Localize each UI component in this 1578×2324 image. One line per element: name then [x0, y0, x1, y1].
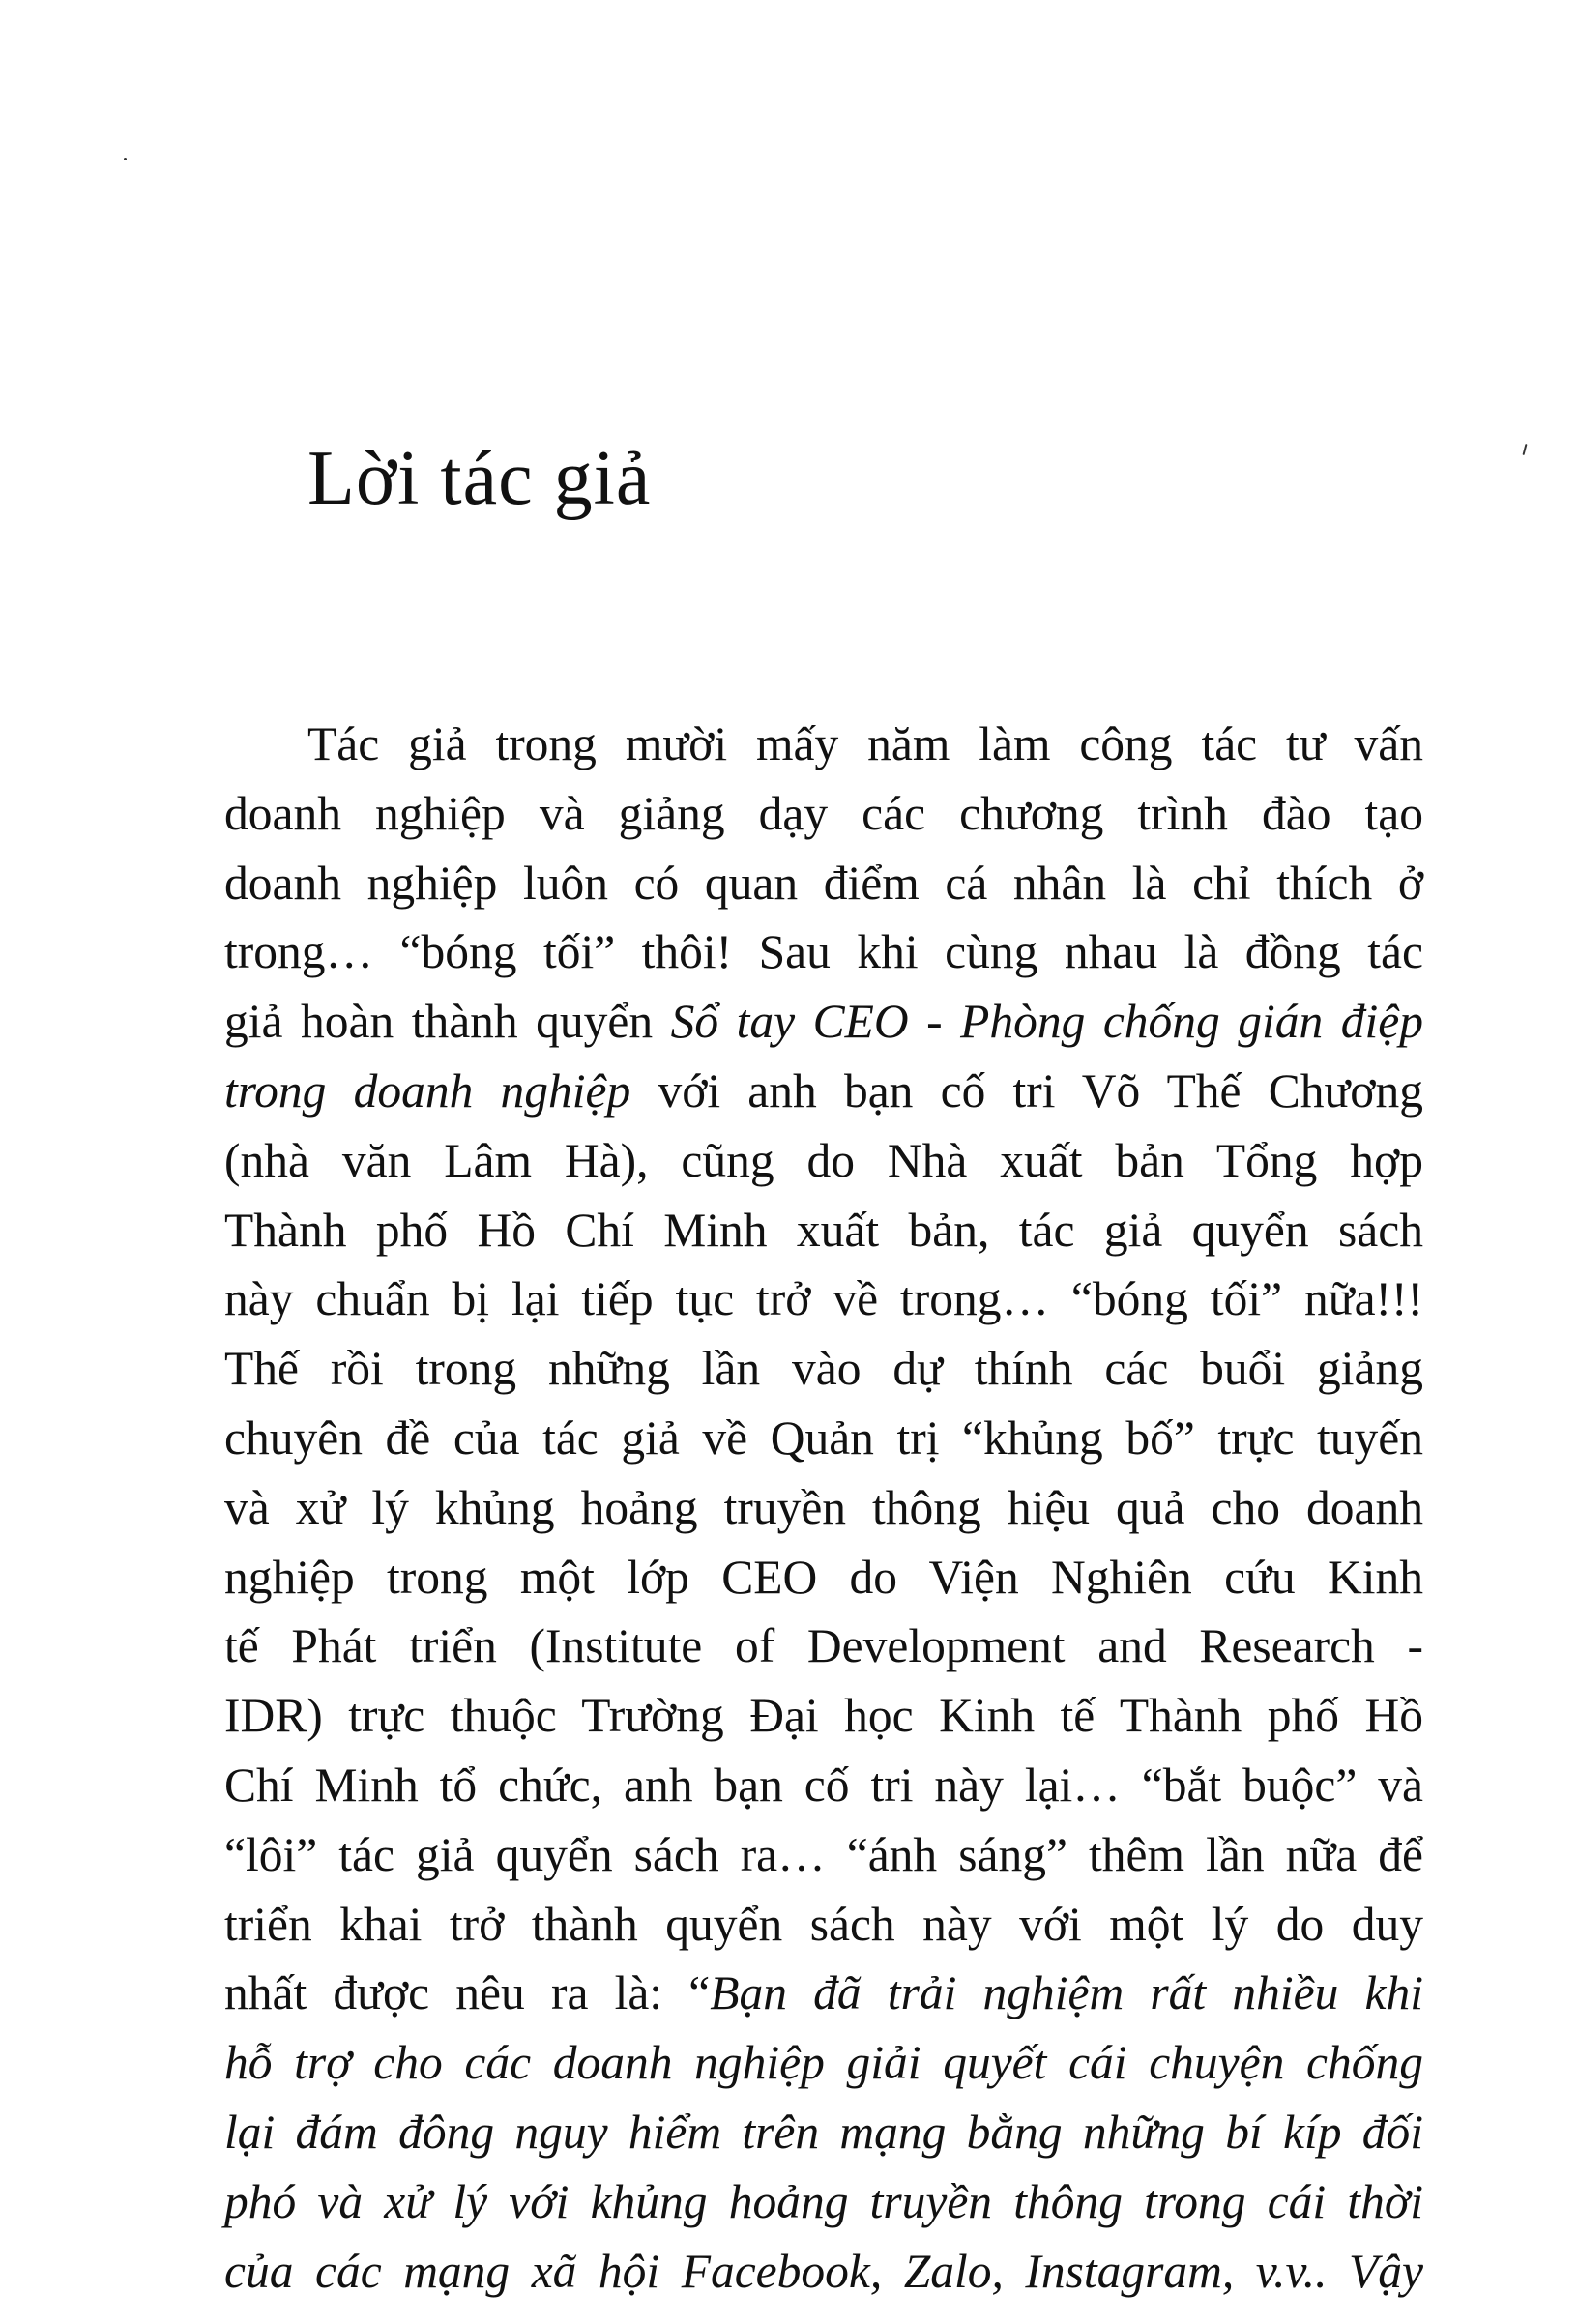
- text-line: [224, 779, 1423, 849]
- text-segment: trong… “bóng tối” thôi! Sau khi cùng nhau là đồng tác: [224, 925, 1423, 979]
- italic-text: trong doanh nghiệp: [224, 1063, 631, 1118]
- text-line: [224, 2028, 1423, 2098]
- text-segment: này chuẩn bị lại tiếp tục trở về trong… “bóng tối” nữa!!!: [224, 1272, 1423, 1326]
- italic-text: phó và xử lý với khủng hoảng truyền thông trong cái thời: [224, 2174, 1423, 2228]
- text-line: [224, 2237, 1423, 2307]
- text-segment: tế Phát triển (Institute of Development and Research -: [224, 1619, 1423, 1673]
- text-segment: (nhà văn Lâm Hà), cũng do Nhà xuất bản Tổng hợp: [224, 1133, 1423, 1187]
- text-line: [224, 1959, 1423, 2028]
- text-segment: Chí Minh tổ chức, anh bạn cố tri này lại… “bắt buộc” và: [224, 1758, 1423, 1812]
- body-paragraph: [224, 710, 1423, 2306]
- italic-text: Bạn đã trải nghiệm rất nhiều khi: [710, 1966, 1423, 2020]
- text-line: [224, 2098, 1423, 2167]
- text-line: [224, 1751, 1423, 1820]
- scan-mark: [1522, 444, 1527, 455]
- text-segment: nghiệp trong một lớp CEO do Viện Nghiên cứu Kinh: [224, 1550, 1423, 1604]
- text-line: [224, 1264, 1423, 1334]
- text-segment: với anh bạn cố tri Võ Thế Chương: [630, 1063, 1423, 1118]
- text-segment: doanh nghiệp luôn có quan điểm cá nhân là chỉ thích ở: [224, 856, 1423, 910]
- text-segment: doanh nghiệp và giảng dạy các chương trình đào tạo: [224, 786, 1423, 840]
- text-line: [224, 1334, 1423, 1404]
- text-segment: và xử lý khủng hoảng truyền thông hiệu quả cho doanh: [224, 1480, 1423, 1534]
- text-segment: Tác giả trong mười mấy năm làm công tác tư vấn: [307, 717, 1423, 770]
- text-line: [224, 1612, 1423, 1681]
- page-title: Lời tác giả: [307, 436, 652, 521]
- italic-text: lại đám đông nguy hiểm trên mạng bằng những bí kíp đối: [224, 2105, 1423, 2159]
- text-segment: triển khai trở thành quyển sách này với một lý do duy: [224, 1897, 1423, 1951]
- text-segment: Thành phố Hồ Chí Minh xuất bản, tác giả quyển sách: [224, 1203, 1423, 1257]
- text-line: [224, 710, 1423, 779]
- text-segment: Thế rồi trong những lần vào dự thính các buổi giảng: [224, 1342, 1423, 1396]
- scan-speck: [124, 158, 127, 160]
- text-segment: chuyên đề của tác giả về Quản trị “khủng bố” trực tuyến: [224, 1410, 1423, 1465]
- text-segment: nhất được nêu ra là: “: [224, 1966, 711, 2020]
- text-line: [224, 1126, 1423, 1196]
- text-line: [224, 1890, 1423, 1960]
- text-line: [224, 1820, 1423, 1890]
- text-line: [224, 1404, 1423, 1473]
- text-line: [224, 1543, 1423, 1612]
- italic-text: của các mạng xã hội Facebook, Zalo, Instagram, v.v.. Vậy: [224, 2244, 1423, 2298]
- text-line: [224, 849, 1423, 918]
- text-line: [224, 2167, 1423, 2237]
- text-segment: giả hoàn thành quyển: [224, 995, 671, 1049]
- italic-text: Sổ tay CEO - Phòng chống gián điệp: [670, 995, 1424, 1049]
- text-line: [224, 917, 1423, 987]
- text-segment: “lôi” tác giả quyển sách ra… “ánh sáng” thêm lần nữa để: [224, 1827, 1423, 1881]
- italic-text: hỗ trợ cho các doanh nghiệp giải quyết cái chuyện chống: [224, 2036, 1423, 2090]
- text-line: [224, 1057, 1423, 1126]
- text-segment: IDR) trực thuộc Trường Đại học Kinh tế Thành phố Hồ: [224, 1689, 1423, 1743]
- text-line: [224, 987, 1423, 1057]
- text-line: [224, 1473, 1423, 1543]
- text-line: [224, 1681, 1423, 1751]
- text-line: [224, 1196, 1423, 1265]
